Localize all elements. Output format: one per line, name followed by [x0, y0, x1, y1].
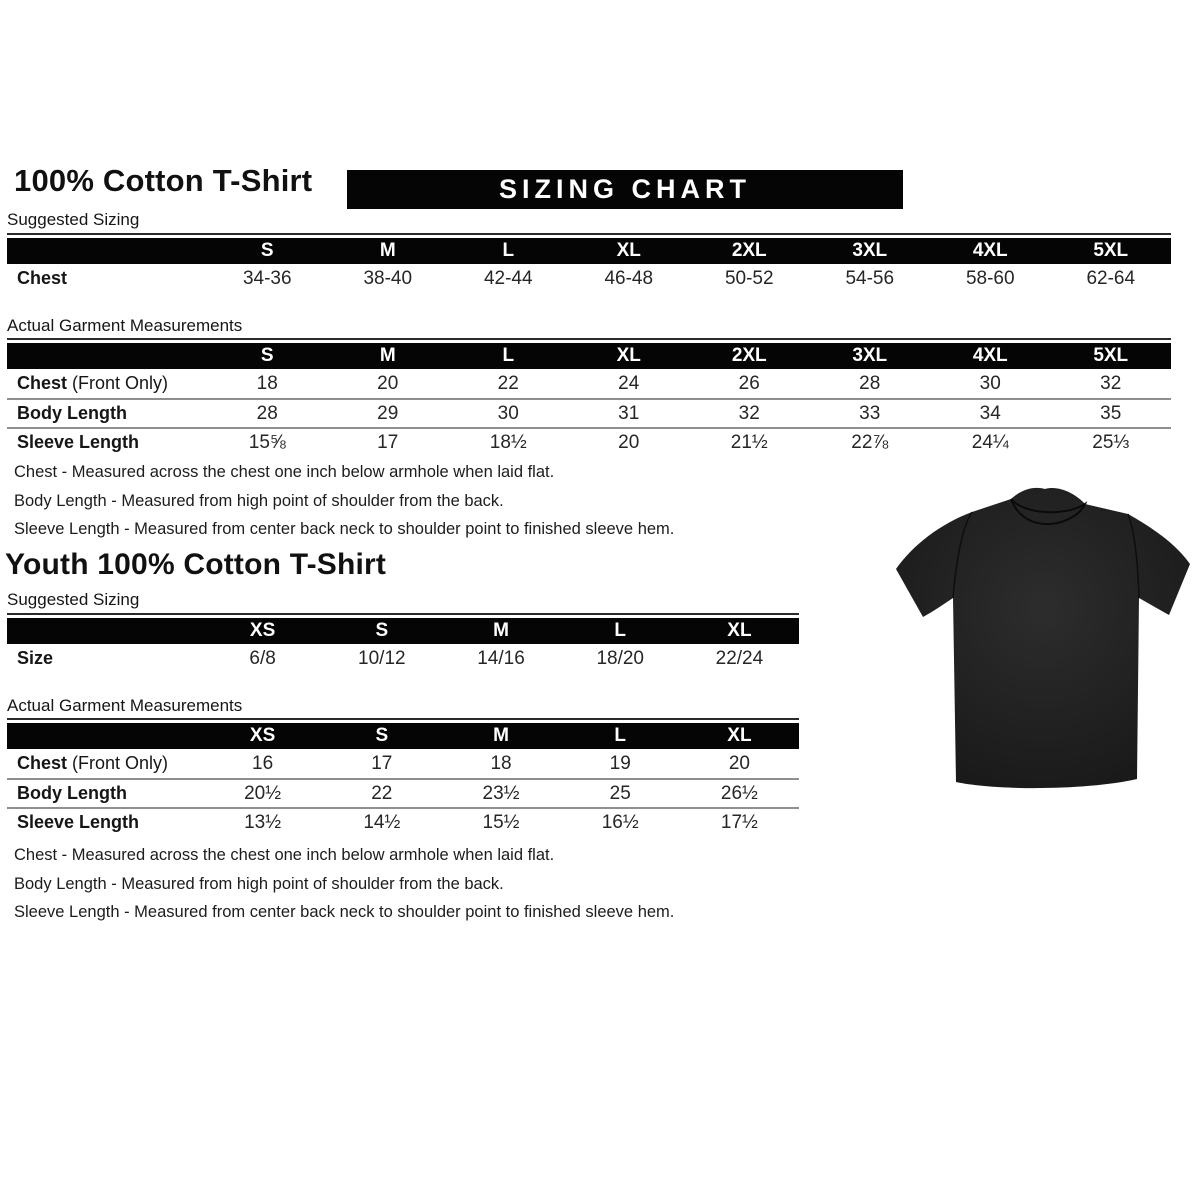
- table-row: [7, 807, 799, 836]
- row-label: Chest: [17, 268, 68, 288]
- size-column-header: XS: [249, 725, 276, 746]
- measurement-value: 10/12: [358, 647, 406, 669]
- size-column-header: 4XL: [972, 345, 1008, 366]
- measurement-value: 30: [979, 372, 1001, 394]
- size-header-row: [7, 723, 799, 749]
- size-column-header: S: [375, 725, 389, 746]
- tshirt-graphic: [892, 482, 1200, 807]
- measurement-value: 22⅞: [851, 431, 889, 453]
- sizing-chart-banner: [347, 170, 903, 209]
- measurement-value: 29: [377, 402, 399, 424]
- size-column-header: 5XL: [1093, 345, 1129, 366]
- row-label: Chest (Front Only): [17, 753, 169, 773]
- measurement-value: 54-56: [845, 267, 895, 289]
- size-column-header: XL: [727, 620, 752, 641]
- measurement-value: 15⅝: [248, 431, 286, 453]
- measurement-value: 34: [979, 402, 1001, 424]
- youth-page-title: Youth 100% Cotton T-Shirt: [5, 548, 387, 581]
- size-column-header: 4XL: [972, 240, 1008, 261]
- size-column-header: S: [260, 240, 274, 261]
- table-row: [7, 778, 799, 807]
- table-top-rule: [7, 233, 1171, 235]
- row-label: Body Length: [17, 403, 127, 423]
- tshirt-product-image: [892, 482, 1200, 807]
- table-row: [7, 398, 1171, 427]
- measurement-value: 13½: [244, 811, 282, 833]
- measurement-value: 20: [377, 372, 399, 394]
- measurement-value: 18/20: [596, 647, 644, 669]
- size-column-header: M: [379, 240, 396, 261]
- measurement-value: 17: [371, 752, 393, 774]
- size-column-header: M: [379, 345, 396, 366]
- row-label: Chest (Front Only): [17, 373, 169, 393]
- measurement-value: 21½: [730, 431, 768, 453]
- measurement-value: 28: [256, 402, 278, 424]
- measurement-value: 18: [490, 752, 512, 774]
- measurement-value: 14/16: [477, 647, 525, 669]
- measurement-value: 22: [497, 372, 519, 394]
- adult-garment-measurements-table: [7, 338, 1171, 456]
- size-column-header: 3XL: [852, 345, 888, 366]
- size-column-header: M: [493, 620, 509, 641]
- measurement-value: 25⅓: [1092, 431, 1130, 453]
- youth-garment-measurements-table: [7, 718, 799, 836]
- measurement-value: 23½: [482, 782, 520, 804]
- table-row: [7, 749, 799, 778]
- sizing-chart-banner-text: SIZING CHART: [499, 174, 751, 204]
- adult-garment-measurements-label: Actual Garment Measurements: [7, 316, 243, 335]
- size-column-header: XS: [249, 620, 276, 641]
- youth-suggested-sizing-label: Suggested Sizing: [7, 590, 140, 609]
- page-title: 100% Cotton T-Shirt: [14, 163, 313, 198]
- measurement-value: 24: [618, 372, 640, 394]
- measurement-value: 22: [371, 782, 393, 804]
- measurement-value: 58-60: [965, 267, 1015, 289]
- measurement-value: 28: [859, 372, 881, 394]
- measurement-value: 20: [728, 752, 750, 774]
- table-top-rule: [7, 718, 799, 720]
- table-row: [7, 369, 1171, 398]
- measurement-value: 18½: [489, 431, 527, 453]
- size-column-header: 2XL: [731, 345, 767, 366]
- measurement-value: 22/24: [715, 647, 764, 669]
- measurement-value: 46-48: [604, 267, 654, 289]
- measurement-value: 34-36: [242, 267, 292, 289]
- size-header-row: [7, 238, 1171, 264]
- table-row: [7, 644, 799, 673]
- measurement-value: 20½: [244, 782, 282, 804]
- size-column-header: XL: [727, 725, 752, 746]
- size-column-header: 3XL: [852, 240, 888, 261]
- row-label: Sleeve Length: [17, 432, 140, 452]
- measurement-value: 35: [1100, 402, 1122, 424]
- measurement-value: 24¼: [971, 431, 1009, 453]
- measurement-value: 18: [256, 372, 278, 394]
- note-line: Chest - Measured across the chest one inch below armhole when laid flat.: [14, 846, 555, 864]
- size-column-header: 2XL: [731, 240, 767, 261]
- measurement-value: 50-52: [724, 267, 774, 289]
- adult-suggested-sizing-table: [7, 233, 1171, 293]
- measurement-value: 17½: [720, 811, 758, 833]
- size-column-header: L: [614, 620, 627, 641]
- size-column-header: L: [614, 725, 627, 746]
- row-label: Size: [17, 648, 54, 668]
- note-line: Body Length - Measured from high point of shoulder from the back.: [14, 874, 504, 893]
- measurement-value: 16½: [601, 811, 639, 833]
- size-column-header: L: [502, 240, 515, 261]
- note-line: Chest - Measured across the chest one inch below armhole when laid flat.: [14, 463, 555, 481]
- size-column-header: S: [375, 620, 389, 641]
- measurement-value: 30: [497, 402, 519, 424]
- size-header-row: [7, 343, 1171, 369]
- measurement-value: 33: [859, 402, 881, 424]
- tshirt-body: [896, 488, 1190, 788]
- note-line: Body Length - Measured from high point of shoulder from the back.: [14, 491, 504, 510]
- size-column-header: 5XL: [1093, 240, 1129, 261]
- measurement-value: 20: [618, 431, 640, 453]
- table-row: [7, 264, 1171, 293]
- size-column-header: S: [260, 345, 274, 366]
- measurement-value: 6/8: [249, 647, 276, 669]
- measurement-value: 42-44: [483, 267, 533, 289]
- adult-suggested-sizing-label: Suggested Sizing: [7, 210, 140, 229]
- measurement-value: 16: [252, 752, 274, 774]
- measurement-value: 19: [609, 752, 631, 774]
- size-header-row: [7, 618, 799, 644]
- youth-suggested-sizing-table: [7, 613, 799, 673]
- youth-garment-measurements-label: Actual Garment Measurements: [7, 696, 243, 715]
- row-label: Body Length: [17, 783, 127, 803]
- measurement-value: 32: [738, 402, 760, 424]
- size-column-header: XL: [616, 240, 641, 261]
- table-top-rule: [7, 338, 1171, 340]
- size-column-header: M: [493, 725, 509, 746]
- table-row: [7, 427, 1171, 456]
- measurement-value: 31: [618, 402, 640, 424]
- note-line: Sleeve Length - Measured from center back neck to shoulder point to finished sleeve hem.: [14, 903, 675, 921]
- measurement-value: 14½: [363, 811, 401, 833]
- measurement-value: 32: [1100, 372, 1122, 394]
- table-top-rule: [7, 613, 799, 615]
- note-line: Sleeve Length - Measured from center back neck to shoulder point to finished sleeve hem.: [14, 520, 675, 538]
- measurement-value: 26½: [720, 782, 758, 804]
- measurement-value: 15½: [482, 811, 520, 833]
- measurement-value: 25: [609, 782, 631, 804]
- row-label: Sleeve Length: [17, 812, 140, 832]
- measurement-value: 26: [738, 372, 760, 394]
- size-column-header: L: [502, 345, 515, 366]
- youth-measurement-notes: [14, 841, 674, 927]
- measurement-value: 17: [377, 431, 399, 453]
- size-column-header: XL: [616, 345, 641, 366]
- adult-measurement-notes: [14, 458, 674, 544]
- measurement-value: 62-64: [1086, 267, 1136, 289]
- measurement-value: 38-40: [363, 267, 413, 289]
